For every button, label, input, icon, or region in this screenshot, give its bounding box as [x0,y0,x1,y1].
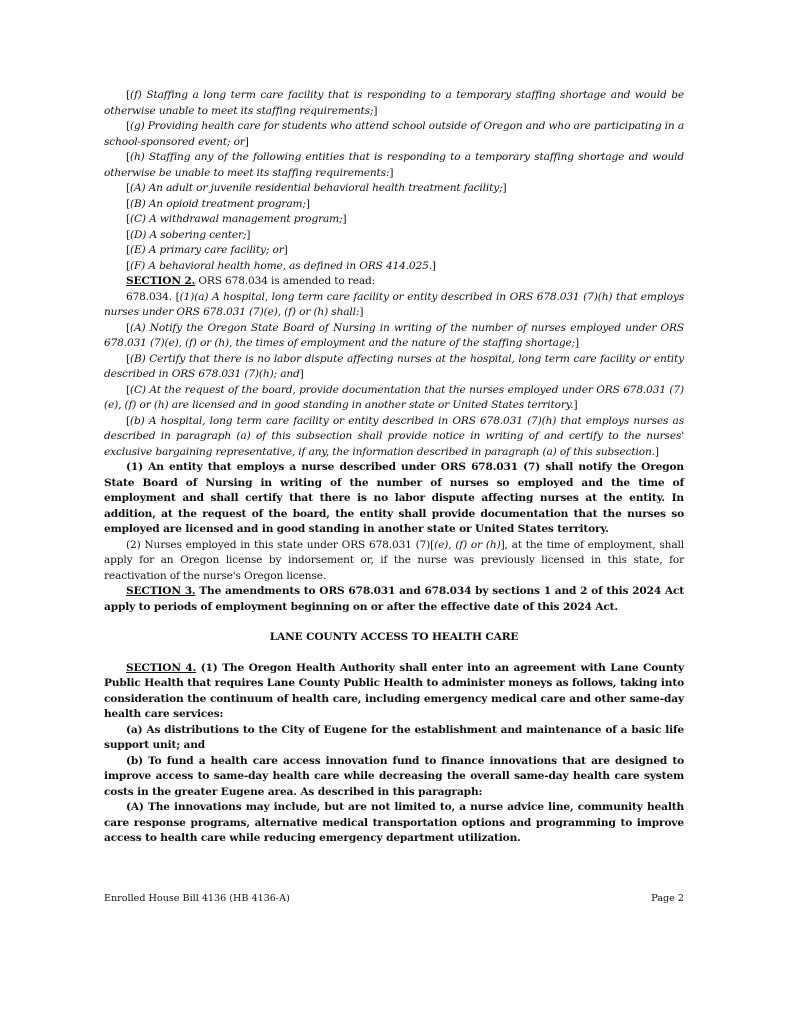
text-run: ] [299,368,304,380]
text-run: (C) A withdrawal management program; [129,213,343,225]
text-run: ] [431,259,436,272]
paragraph [104,352,684,383]
text-run: (b) To fund a health care access innovation fund to finance innovations that are designed to improve access to same-day health care while decreasing the overall same-day health care system costs in the greater Eugene area. As described in this paragraph: [104,754,684,798]
paragraph [104,197,684,213]
text-run: [ [126,197,130,210]
section-heading: LANE COUNTY ACCESS TO HEALTH CARE [269,631,519,643]
paragraph [104,150,684,181]
text-run: [ [126,321,130,334]
paragraph [104,119,684,150]
paragraph [104,212,684,228]
text-run: (h) Staffing any of the following entities that is responding to a temporary staffing shortage and would otherwise be unable to meet its staffing requirements: [104,151,684,179]
text-run: (f) Staffing a long term care facility that is responding to a temporary staffing shortage and would be otherwise unable to meet its staffing requirements; [104,89,684,117]
text-run: (b) A hospital, long term care facility or entity described in ORS 678.031 (7)(h) that employs nurses as described in paragraph (a) of this subsection shall provide notice in writing of and certify to the nurses' exclusive bargaining representative, if any, the information described in paragraph (a) of this subsection. [104,414,684,458]
text-run: (B) Certify that there is no labor dispute affecting nurses at the hospital, long term care facility or entity described in ORS 678.031 (7)(h); and [104,352,684,380]
body-text-upper [104,88,684,615]
text-run: ] [654,445,659,458]
text-run: ] [573,399,578,411]
text-run: [ [126,89,130,101]
text-run: [ [126,151,130,163]
text-run: (2) Nurses employed in this state under ORS 678.031 (7)[ [126,538,435,551]
paragraph [104,243,684,259]
body-text-lower [104,661,684,847]
text-run: (A) The innovations may include, but are not limited to, a nurse advice line, community health care response programs, alternative medical transportation options and programming to improve access to health care while reducing emergency department utilization. [104,801,684,844]
paragraph [104,661,684,723]
text-run: SECTION 4. [126,661,197,674]
paragraph [104,460,684,538]
text-run: (1) An entity that employs a nurse described under ORS 678.031 (7) shall notify the Oregon State Board of Nursing in writing of the number of nurses so employed and the time of employment and shall certify that there is no labor dispute affecting nurses at the entity. In addition, at the request of the board, the entity shall provide documentation that the nurses so employed are licensed and in good standing in another state or United States territory. [104,461,684,535]
text-run: ] [359,306,364,318]
text-run: (C) At the request of the board, provide documentation that the nurses employed under ORS 678.031 (7)(e), (f) or (h) are licensed and in good standing in another state or United States territory. [104,383,684,411]
page-footer [104,893,684,905]
text-run: ] [246,228,251,241]
text-run: SECTION 3. [126,585,196,597]
text-run: (g) Providing health care for students who attend school outside of Oregon and who are participating in a school-sponsored event; or [104,120,684,148]
paragraph [104,181,684,197]
text-run: [ [126,259,130,272]
text-run: SECTION 2. [126,275,196,287]
document-page [104,88,684,847]
text-run: (F) A behavioral health home, as defined in ORS 414.025. [129,259,432,272]
text-run: ] [575,337,579,349]
text-run: (1)(a) A hospital, long term care facility or entity described in ORS 678.031 (7)(h) that employs nurses under ORS 678.031 (7)(e), (f) or (h) shall: [104,290,684,318]
paragraph [104,538,684,585]
paragraph [104,259,684,275]
text-run: ] [373,104,378,117]
text-run: [ [126,383,130,396]
paragraph [104,274,684,290]
paragraph [104,383,684,414]
text-run: [ [126,244,130,256]
text-run: ] [342,213,347,225]
text-run: [ [126,352,130,365]
paragraph [104,754,684,801]
text-run: 678.034. [ [126,290,180,303]
paragraph [104,414,684,461]
text-run: ORS 678.034 is amended to read: [195,275,376,287]
text-run: ] [244,135,249,148]
paragraph [104,723,684,754]
paragraph [104,290,684,321]
text-run: ] [502,182,507,194]
text-run: (A) Notify the Oregon State Board of Nursing in writing of the number of nurses employed under ORS 678.031 (7)(e), (f) or (h), the times of employment and the nature of the staffing shortage; [104,321,684,349]
text-run: (1) The Oregon Health Authority shall enter into an agreement with Lane County Public Health that requires Lane County Public Health to administer moneys as follows, taking into consideration the continuum of health care, including emergency medical care and other same-day health care services: [104,661,684,720]
text-run: [ [126,213,130,225]
text-run: [ [126,228,130,241]
paragraph [104,584,684,615]
text-run: ], at the time of employment, shall apply for an Oregon license by indorsement or, if the nurse was previously licensed in this state, for reactivation of the nurse's Oregon license. [104,538,684,582]
paragraph [104,88,684,119]
footer-page-number: Page 2 [651,893,684,904]
text-run: (a) As distributions to the City of Eugene for the establishment and maintenance of a basic life support unit; and [104,723,684,751]
text-run: The amendments to ORS 678.031 and 678.034 by sections 1 and 2 of this 2024 Act apply to periods of employment beginning on or after the effective date of this 2024 Act. [104,585,685,613]
text-run: ] [305,197,310,210]
text-run: ] [389,166,394,179]
text-run: (B) An opioid treatment program; [129,197,306,210]
text-run: (e), (f) or (h) [434,538,501,551]
text-run: [ [126,182,130,194]
footer-bill-title: Enrolled House Bill 4136 (HB 4136-A) [104,893,290,904]
text-run: [ [126,120,130,132]
text-run: (E) A primary care facility; or [129,244,284,256]
paragraph [104,321,684,352]
text-run: (A) An adult or juvenile residential behavioral health treatment facility; [129,182,503,194]
text-run: ] [283,244,288,256]
text-run: (D) A sobering center; [129,228,247,241]
paragraph [104,228,684,244]
text-run: [ [126,414,130,427]
paragraph [104,800,684,847]
